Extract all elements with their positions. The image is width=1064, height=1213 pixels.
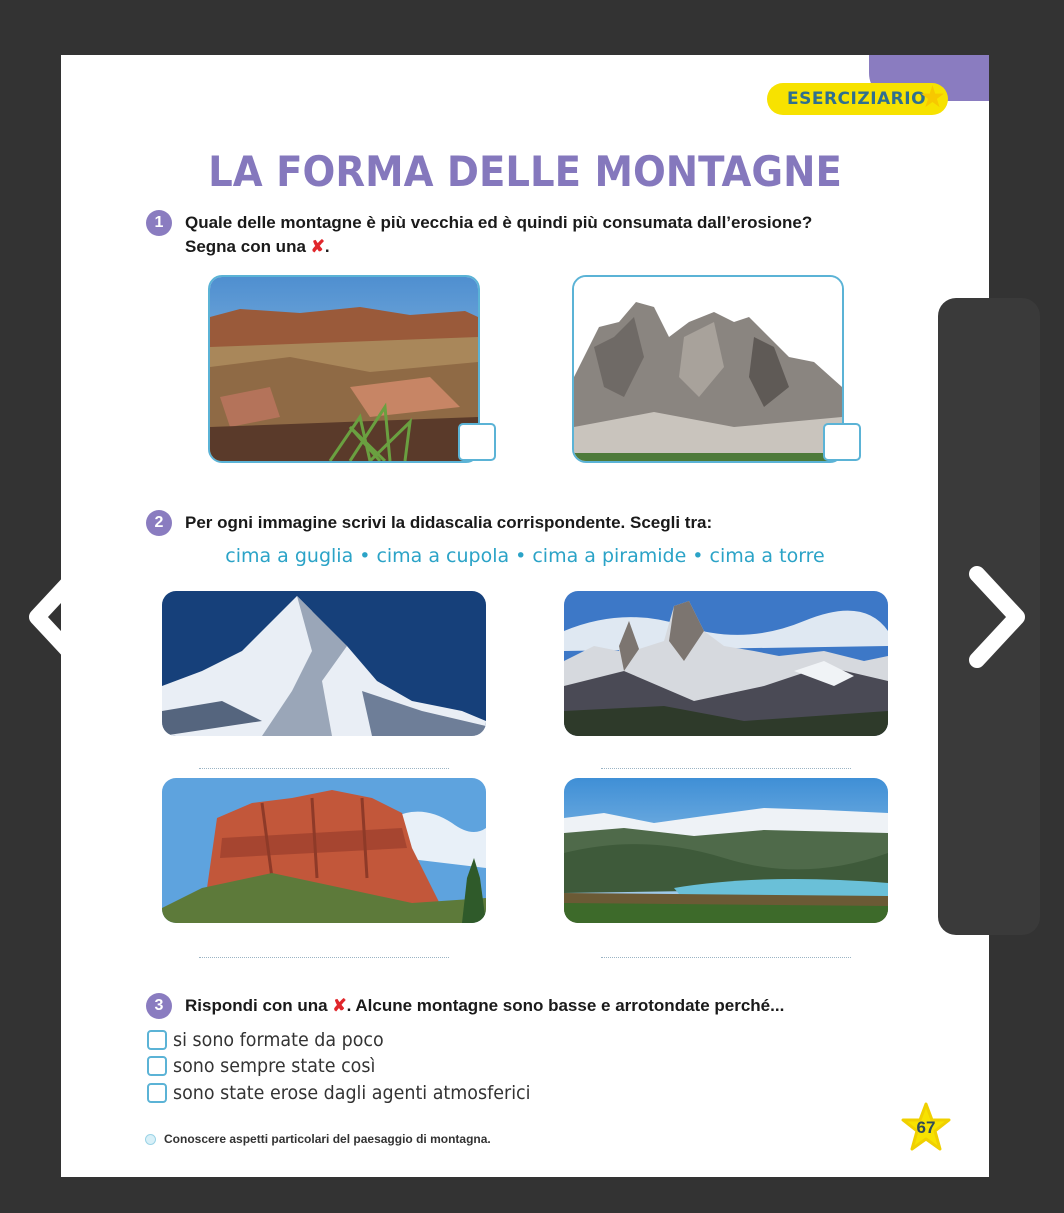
page-number: [899, 1101, 953, 1155]
caption-line[interactable]: [601, 768, 851, 769]
choice-cupola: cima a cupola: [376, 545, 510, 567]
answer-checkbox-2[interactable]: [823, 423, 861, 461]
previous-page-button[interactable]: [22, 562, 92, 672]
page-title: LA FORMA DELLE MONTAGNE: [208, 147, 842, 196]
question-1-punct: .: [324, 237, 330, 256]
photo-pyramid-peak: [162, 591, 486, 736]
photo-dome-hills: [564, 778, 888, 923]
x-mark-icon: ✘: [310, 237, 325, 256]
question-2-number: 2: [146, 510, 172, 536]
choice-separator: •: [692, 545, 704, 567]
answer-checkbox-1[interactable]: [458, 423, 496, 461]
choice-separator: •: [359, 545, 371, 567]
photo-jagged-peaks: [572, 275, 844, 463]
photo-tower-butte: [162, 778, 486, 923]
star-icon: ★: [919, 81, 946, 114]
option-checkbox[interactable]: [147, 1030, 167, 1050]
chevron-right-icon: [977, 574, 1017, 660]
option-checkbox[interactable]: [147, 1056, 167, 1076]
question-1-text: [185, 211, 945, 259]
chevron-left-icon: [37, 574, 77, 660]
option-checkbox[interactable]: [147, 1083, 167, 1103]
question-2-text: Per ogni immagine scrivi la didascalia corrispondente. Scegli tra:: [185, 513, 713, 532]
next-page-button[interactable]: [962, 562, 1032, 672]
caption-line[interactable]: [199, 768, 449, 769]
objective-text: Conoscere aspetti particolari del paesaggio di montagna.: [164, 1132, 491, 1146]
question-1-line1: Quale delle montagne è più vecchia ed è quindi più consumata dall’erosione?: [185, 213, 813, 232]
question-1-line2-text: Segna con una: [185, 237, 306, 256]
x-mark-icon: ✘: [332, 996, 347, 1015]
choice-piramide: cima a piramide: [532, 545, 687, 567]
option-label: si sono formate da poco: [173, 1029, 384, 1051]
choice-separator: •: [515, 545, 527, 567]
learning-objective: [145, 1132, 491, 1146]
choice-guglia: cima a guglia: [225, 545, 354, 567]
question-3-suffix: . Alcune montagne sono basse e arrotondate perché...: [346, 996, 785, 1015]
option-label: sono sempre state così: [173, 1055, 376, 1077]
option-label: sono state erose dagli agenti atmosferici: [173, 1082, 531, 1104]
choice-torre: cima a torre: [709, 545, 825, 567]
target-icon: [145, 1134, 156, 1145]
choice-list: [61, 545, 989, 567]
question-3-text: [185, 994, 784, 1018]
photo-eroded-mesa: [208, 275, 480, 463]
page-number-text: 67: [916, 1118, 936, 1137]
question-1-number: 1: [146, 210, 172, 236]
question-3-prefix: Rispondi con una: [185, 996, 328, 1015]
photo-spire-peaks: [564, 591, 888, 736]
question-3-number: 3: [146, 993, 172, 1019]
caption-line[interactable]: [601, 957, 851, 958]
caption-line[interactable]: [199, 957, 449, 958]
textbook-page: [61, 55, 989, 1177]
badge-label: ESERCIZIARIO: [787, 89, 927, 109]
question-1-line2: [185, 235, 945, 259]
